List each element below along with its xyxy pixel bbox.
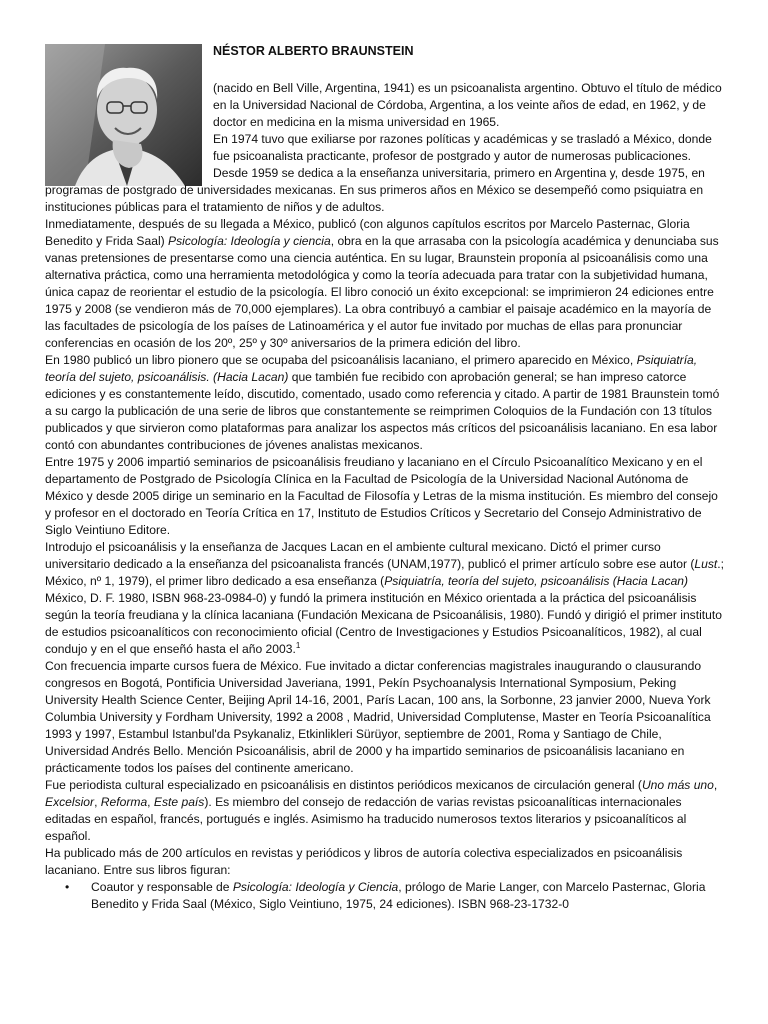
paragraph-publication-1980 — [45, 352, 725, 454]
text-span: , obra en la que arrasaba con la psicología académica y denunciaba sus vanas pretensiones de presentarse como una ciencia auténtica. En su lugar, Braunstein proponía al psicoanálisis como una alternativa práctica, como una herramienta metodológica y como la teoría adecuada para tratar con la subjetividad humana, única capaz de reorientar el estudio de la psicología. El libro conoció un éxito excepcional: se imprimieron 24 ediciones entre 1975 y 2008 (se vendieron más de 70,000 ejemplares). La obra contribuyó a cambiar el paisaje académico en la mayoría de las facultades de psicología de los países de Latinoamérica y el autor fue invitado por muchas de ellas para pronunciar conferencias en ocasión de los 20º, 25º y 30º aniversarios de la primera edición del libro. — [45, 234, 719, 350]
book-title: Psiquiatría, teoría del sujeto, psicoanálisis. (Hacia Lacan) — [45, 353, 698, 384]
text-span: , — [94, 795, 101, 809]
paragraph-lacan — [45, 539, 725, 658]
paragraph-teaching — [45, 165, 725, 216]
book-title: Psiquiatría, teoría del sujeto, psicoanálisis (Hacia Lacan) — [384, 574, 689, 588]
paragraph-courses-abroad: Con frecuencia imparte cursos fuera de México. Fue invitado a dictar conferencias magistrales inaugurando o clausurando congresos en Bogotá, Pontificia Universidad Javeriana, 1991, Pekín Psychoanalysis International Symposium, Peking University Health Science Center, Beijing April 14-16, 2001, París Lacan, 100 ans, la Sorbonne, 23 janvier 2000, Nueva York Columbia University y Fordham University, 1992 a 2008 , Madrid, Universidad Complutense, Master en Teoría Psicoanalítica 1993 y 1997, Estambul Istanbul'da Psykanaliz, Etkinlikleri Sürüyor, septiembre de 2001, Roma y Santiago de Chile, Universidad Andrés Bello. Mención Psicoanálisis, abril de 2000 y ha impartido seminarios de psicoanálisis lacaniano en prácticamente todos los países del continente americano. — [45, 659, 711, 775]
paragraph-teaching-rest: programas de postgrado de universidades mexicanas. En sus primeros años en México se desempeñó como psiquiatra en instituciones públicas para el tratamiento de niños y de adultos. — [45, 183, 704, 214]
newspaper-title: Este país — [153, 795, 205, 809]
text-span: .; México, nº 1, 1979), el primer libro dedicado a esa enseñanza ( — [45, 557, 724, 588]
text-span: Introdujo el psicoanálisis y la enseñanza de Jacques Lacan en el ambiente cultural mexicano. Dictó el primer curso universitario dedicado a la enseñanza del psicoanalista francés (UNAM,1977), publicó el primer artículo sobre ese autor ( — [45, 540, 695, 571]
text-span: México, D. F. 1980, ISBN 968-23-0984-0) y fundó la primera institución en México orientada a la práctica del psicoanálisis según la teoría freudiana y la clínica lacaniana (Fundación Mexicana de Psicoanálisis, 1980). Fundó y dirigió el primer instituto de estudios psicoanalíticos con reconocimiento oficial (Centro de Investigaciones y Estudios Psicoanalíticos, 1982), al cual condujo y en el que enseñó hasta el año 2003. — [45, 591, 722, 656]
intro-paragraph-1: (nacido en Bell Ville, Argentina, 1941) es un psicoanalista argentino. Obtuvo el título de médico en la Universidad Nacional de Córdoba, Argentina, a los veinte años de edad, en 1962, y de doctor en medicina en la misma universidad en 1965. — [213, 81, 722, 129]
book-title: Psicología: Ideología y Ciencia — [232, 880, 399, 894]
newspaper-title: Uno más uno — [641, 778, 714, 792]
text-span: En 1980 publicó un libro pionero que se ocupaba del psicoanálisis lacaniano, el primero aparecido en México, — [45, 353, 637, 367]
text-span: Fue periodista cultural especializado en psicoanálisis en distintos periódicos mexicanos de circulación general ( — [45, 778, 642, 792]
document-body — [45, 80, 725, 913]
bullet-icon: • — [65, 880, 70, 894]
paragraph-teaching-start: Desde 1959 se dedica a la enseñanza universitaria, primero en Argentina y, desde 1975, en — [213, 166, 705, 180]
intro-paragraph-2: En 1974 tuvo que exiliarse por razones políticas y académicas y se trasladó a México, donde fue psicoanalista practicante, profesor de postgrado y autor de numerosas publicaciones. — [213, 132, 712, 163]
text-span: que también fue recibido con aprobación general; se han impreso catorce ediciones y es constantemente leído, discutido, comentado, usado como referencia y citado. A partir de 1981 Braunstein tomó a su cargo la publicación de una serie de libros que constantemente se reimprimen Coloquios de la Fundación con 13 títulos publicados y que sirvieron como plataformas para analizar los aspectos más críticos del psicoanálisis lacaniano. En esa labor contó con abundantes contribuciones de jóvenes analistas mexicanos. — [45, 370, 720, 452]
paragraph-publication-1975 — [45, 216, 725, 352]
books-list — [45, 879, 725, 913]
paragraph-publications: Ha publicado más de 200 artículos en revistas y periódicos y libros de autoría colectiva especializados en psicoanálisis lacaniano. Entre sus libros figuran: — [45, 846, 683, 877]
footnote-marker[interactable]: 1 — [295, 640, 301, 650]
paragraph-journalism — [45, 777, 725, 845]
list-item — [45, 879, 725, 913]
text-span: , — [713, 778, 718, 792]
book-title: Psicología: Ideología y ciencia — [168, 234, 331, 248]
text-span: , prólogo de Marie Langer, con Marcelo Pasternac, Gloria Benedito y Frida Saal (México, Siglo Veintiuno, 1975, 24 ediciones). ISBN 968-23-1732-0 — [91, 880, 706, 911]
paragraph-seminars: Entre 1975 y 2006 impartió seminarios de psicoanálisis freudiano y lacaniano en el Círculo Psicoanalítico Mexicano y en el departamento de Postgrado de Psicología Clínica en la Facultad de Psicología de la Universidad Nacional Autónoma de México y desde 2005 dirige un seminario en la Facultad de Filosofía y Letras de la misma institución. Es miembro del consejo y profesor en el doctorado en Teoría Crítica en 17, Instituto de Estudios Críticos y Secretario del Consejo Administrativo de Siglo Veintiuno Editore. — [45, 455, 718, 537]
text-span: ). Es miembro del consejo de redacción de varias revistas psicoanalíticas internacionales editadas en español, francés, portugués e inglés. Asimismo ha traducido numerosos textos literarios y psicoanalíticos al español. — [45, 795, 687, 843]
journal-title: Lust — [694, 557, 718, 571]
text-span: Inmediatamente, después de su llegada a México, publicó (con algunos capítulos escritos por Marcelo Pasternac, Gloria Benedito y Frida Saal) — [45, 217, 690, 248]
document-title: NÉSTOR ALBERTO BRAUNSTEIN — [213, 44, 414, 58]
newspaper-title: Reforma — [100, 795, 148, 809]
newspaper-title: Excelsior — [45, 795, 95, 809]
text-span: , — [147, 795, 154, 809]
text-span: Coautor y responsable de — [91, 880, 233, 894]
